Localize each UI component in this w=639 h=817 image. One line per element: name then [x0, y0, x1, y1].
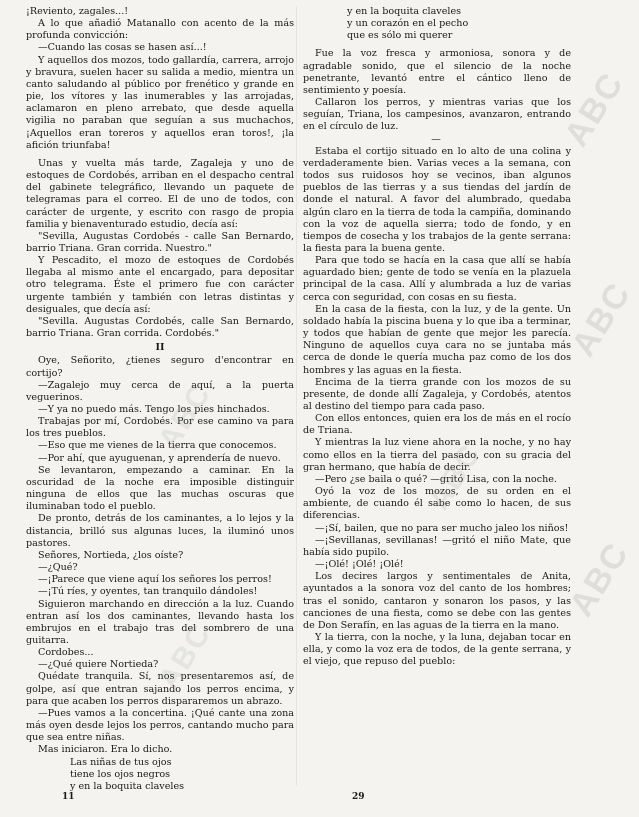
paragraph: Trabajas por mí, Cordobés. Por ese camino va para los tres pueblos.: [26, 416, 294, 440]
paragraph: Fue la voz fresca y armoniosa, sonora y de agradable sonido, que el silencio de la noche penetrante, levantó entre el cántico lleno de sentimiento y poesía.: [303, 48, 571, 96]
paragraph: Estaba el cortijo situado en lo alto de una colina y verdaderamente bien. Varias veces a la semana, con todos sus ruidosos hoy se vecinos, iban algunos pueblos de las tierras y a sus tiendas del jardín de donde el natural. A favor del alumbrado, quedaba algún claro en la tierra de toda la campiña, dominando con la voz de aquella sierra; todo de fondo, y en tiempos de cosecha y los trabajos de la gente serrana: la fiesta para la buena gente.: [303, 145, 571, 254]
watermark-logo: ABC: [152, 377, 218, 456]
paragraph: Y Pescadito, el mozo de estoques de Cordobés llegaba al mismo ante el encargado, para depositar otro telegrama. Éste el primero fue con carácter urgente también y también con letras distintas y desiguales, que decía así:: [26, 255, 294, 315]
paragraph: —Cuando las cosas se hasen así...!: [38, 42, 207, 54]
watermark-logo: ABC: [562, 535, 637, 624]
verse-line: y un corazón en el pecho: [347, 18, 469, 30]
paragraph: Unas y vuelta más tarde, Zagaleja y uno de estoques de Cordobés, arriban en el despacho central del gabinete telegráfico, llevando un paquete de telegramas para el correo. El de uno de todos, con carácter de urgente, y escrito con rasgo de propia familia y bienaventurado estudio, decía así:: [26, 157, 294, 230]
dialogue-line: —¡Olé! ¡Olé! ¡Olé!: [315, 559, 404, 571]
dialogue-line: —¡Tú ríes, y oyentes, tan tranquilo dándoles!: [38, 586, 258, 598]
verse-line: y en la boquita claveles: [347, 6, 462, 17]
telegram-text: "Sevilla. Augustas Cordobés, calle San Bernardo, barrio Triana. Gran corrida. Cordobés.": [26, 315, 294, 340]
paragraph: Mas iniciaron. Era lo dicho.: [38, 744, 173, 756]
paragraph: Callaron los perros, y mientras varias que los seguían, Triana, los campesinos, avanzaron, entrando en el círculo de luz.: [303, 97, 571, 133]
verse-line: que es sólo mi querer: [347, 30, 453, 42]
verse-line: y en la boquita claveles: [70, 780, 185, 792]
dialogue-line: —¡Parece que viene aquí los señores los perros!: [38, 574, 272, 586]
verse-line: Las niñas de tus ojos: [70, 756, 172, 768]
dialogue-line: —¡Sevillanas, sevillanas! —gritó el niño Mate, que había sido pupilo.: [303, 534, 571, 558]
section-divider: —: [431, 133, 443, 145]
paragraph: Quédate tranquila. Sí, nos presentaremos así, de golpe, así que entran sajando los perros encima, y para que acaben los perros dispararemos un abrazo.: [26, 671, 294, 707]
dialogue-line: —¿Qué?: [38, 562, 78, 574]
page-number-left: 11: [62, 792, 75, 802]
paragraph: —Pues vamos a la concertina. ¡Qué cante una zona más oyen desde lejos los perros, cantando mucho para que sea entre niñas.: [26, 707, 294, 744]
paragraph: —Eso que me vienes de la tierra que conocemos.: [38, 440, 277, 452]
dialogue-line: —¿Qué quiere Nortieda?: [38, 659, 159, 671]
left-column: [26, 6, 294, 793]
paragraph: Siguieron marchando en dirección a la luz. Cuando entran así los dos caminantes, llevando hasta los embrujos en el trabajo tras del sombrero de una guitarra.: [26, 598, 294, 646]
paragraph: Para que todo se hacía en la casa que allí se había aguardado bien; gente de todo se venía en la plazuela principal de la casa. Allí y alumbrada a luz de varias cerca con seguridad, con cosas en su fiesta.: [303, 255, 571, 303]
paragraph: Los decires largos y sentimentales de Anita, ayuntados a la sonora voz del canto de los hombres; tras el sonido, cantaron y sonaron los pasos, y las canciones de una fiesta, como se debe con las gentes de Don Serafín, en las aguas de la tierra en la mano.: [303, 571, 571, 631]
page-number-center: 29: [352, 792, 365, 802]
paragraph: Oye, Señorito, ¿tienes seguro d'encontrar en cortijo?: [26, 355, 294, 379]
paragraph: Oyó la voz de los mozos, de su orden en el ambiente, de cuando él sabe como lo hacen, de sus diferencias.: [303, 486, 571, 522]
paragraph: Y la tierra, con la noche, y la luna, dejaban tocar en ella, y como la voz era de todos, de la gente serrana, y el viejo, que repuso del pueblo:: [303, 631, 571, 668]
paragraph: De pronto, detrás de los caminantes, a lo lejos y la distancia, brilló sus algunas luces, la iluminó unos pastores.: [26, 513, 294, 549]
section-heading: II: [155, 342, 165, 354]
paragraph: —Zagalejo muy cerca de aquí, a la puerta veguerinos.: [26, 379, 294, 403]
paragraph: Y aquellos dos mozos, todo gallardía, carrera, arrojo y bravura, suelen hacer su salida a medio, mientra un canto saludando al público por frenético y grande en pie, los vítores y las inumerables y las arrojadas, aclamaron en pleno arrebato, que desde aquella vigilia no paraban que seguían a sus muchachos, ¡Aquellos eran toreros y aquellos eran toros!, ¡la afición triunfaba!: [26, 54, 294, 151]
watermark-logo: ABC: [422, 437, 488, 516]
dialogue-line: Cordobes...: [38, 647, 94, 659]
paragraph: Se levantaron, empezando a caminar. En la oscuridad de la noche era imposible distinguir ninguna de ellos que las muchas oscuras que iluminaban todo el pueblo.: [26, 464, 294, 513]
paragraph: ¡Reviento, zagales...!: [26, 6, 129, 17]
paragraph: A lo que añadió Matanallo con acento de la más profunda convicción:: [26, 18, 294, 42]
column-divider: [296, 6, 297, 786]
paragraph: —Por ahí, que ayuguenan, y aprendería de nuevo.: [38, 452, 281, 464]
dialogue-line: —¡Sí, bailen, que no para ser mucho jaleo los niños!: [315, 522, 569, 534]
paragraph: En la casa de la fiesta, con la luz, y de la gente. Un soldado había la piscina buena y lo que iba a terminar, y todos que habían de gente que mejor les parecía. Ninguno de aquellos cuya cara no se juntaba más cerca de donde le quería mucha paz como de los dos hombres y las aguas en la fiesta.: [303, 303, 571, 376]
paragraph: —Y ya no puedo más. Tengo los pies hinchados.: [38, 404, 270, 415]
dialogue-line: Señores, Nortieda, ¿los oíste?: [38, 549, 184, 561]
paragraph: Y mientras la luz viene ahora en la noche, y no hay como ellos en la tierra del pasado, con su gracia del gran hermano, que había de decir.: [303, 437, 571, 473]
dialogue-line: —Pero ¿se baila o qué? —gritó Lisa, con la noche.: [315, 473, 557, 485]
telegram-text: "Sevilla, Augustas Cordobés - calle San Bernardo, barrio Triana. Gran corrida. Nuestro.": [26, 230, 294, 254]
paragraph: Con ellos entonces, quien era los de más en el rocío de Triana.: [303, 413, 571, 437]
watermark-logo: ABC: [557, 65, 632, 154]
paragraph: Encima de la tierra grande con los mozos de su presente, de donde allí Zagaleja, y Cordobés, atentos al destino del tiempo para cada paso.: [303, 376, 571, 412]
watermark-logo: ABC: [564, 275, 639, 364]
watermark-logo: ABC: [152, 617, 218, 696]
right-column: [303, 6, 571, 668]
verse-line: tiene los ojos negros: [70, 768, 171, 780]
